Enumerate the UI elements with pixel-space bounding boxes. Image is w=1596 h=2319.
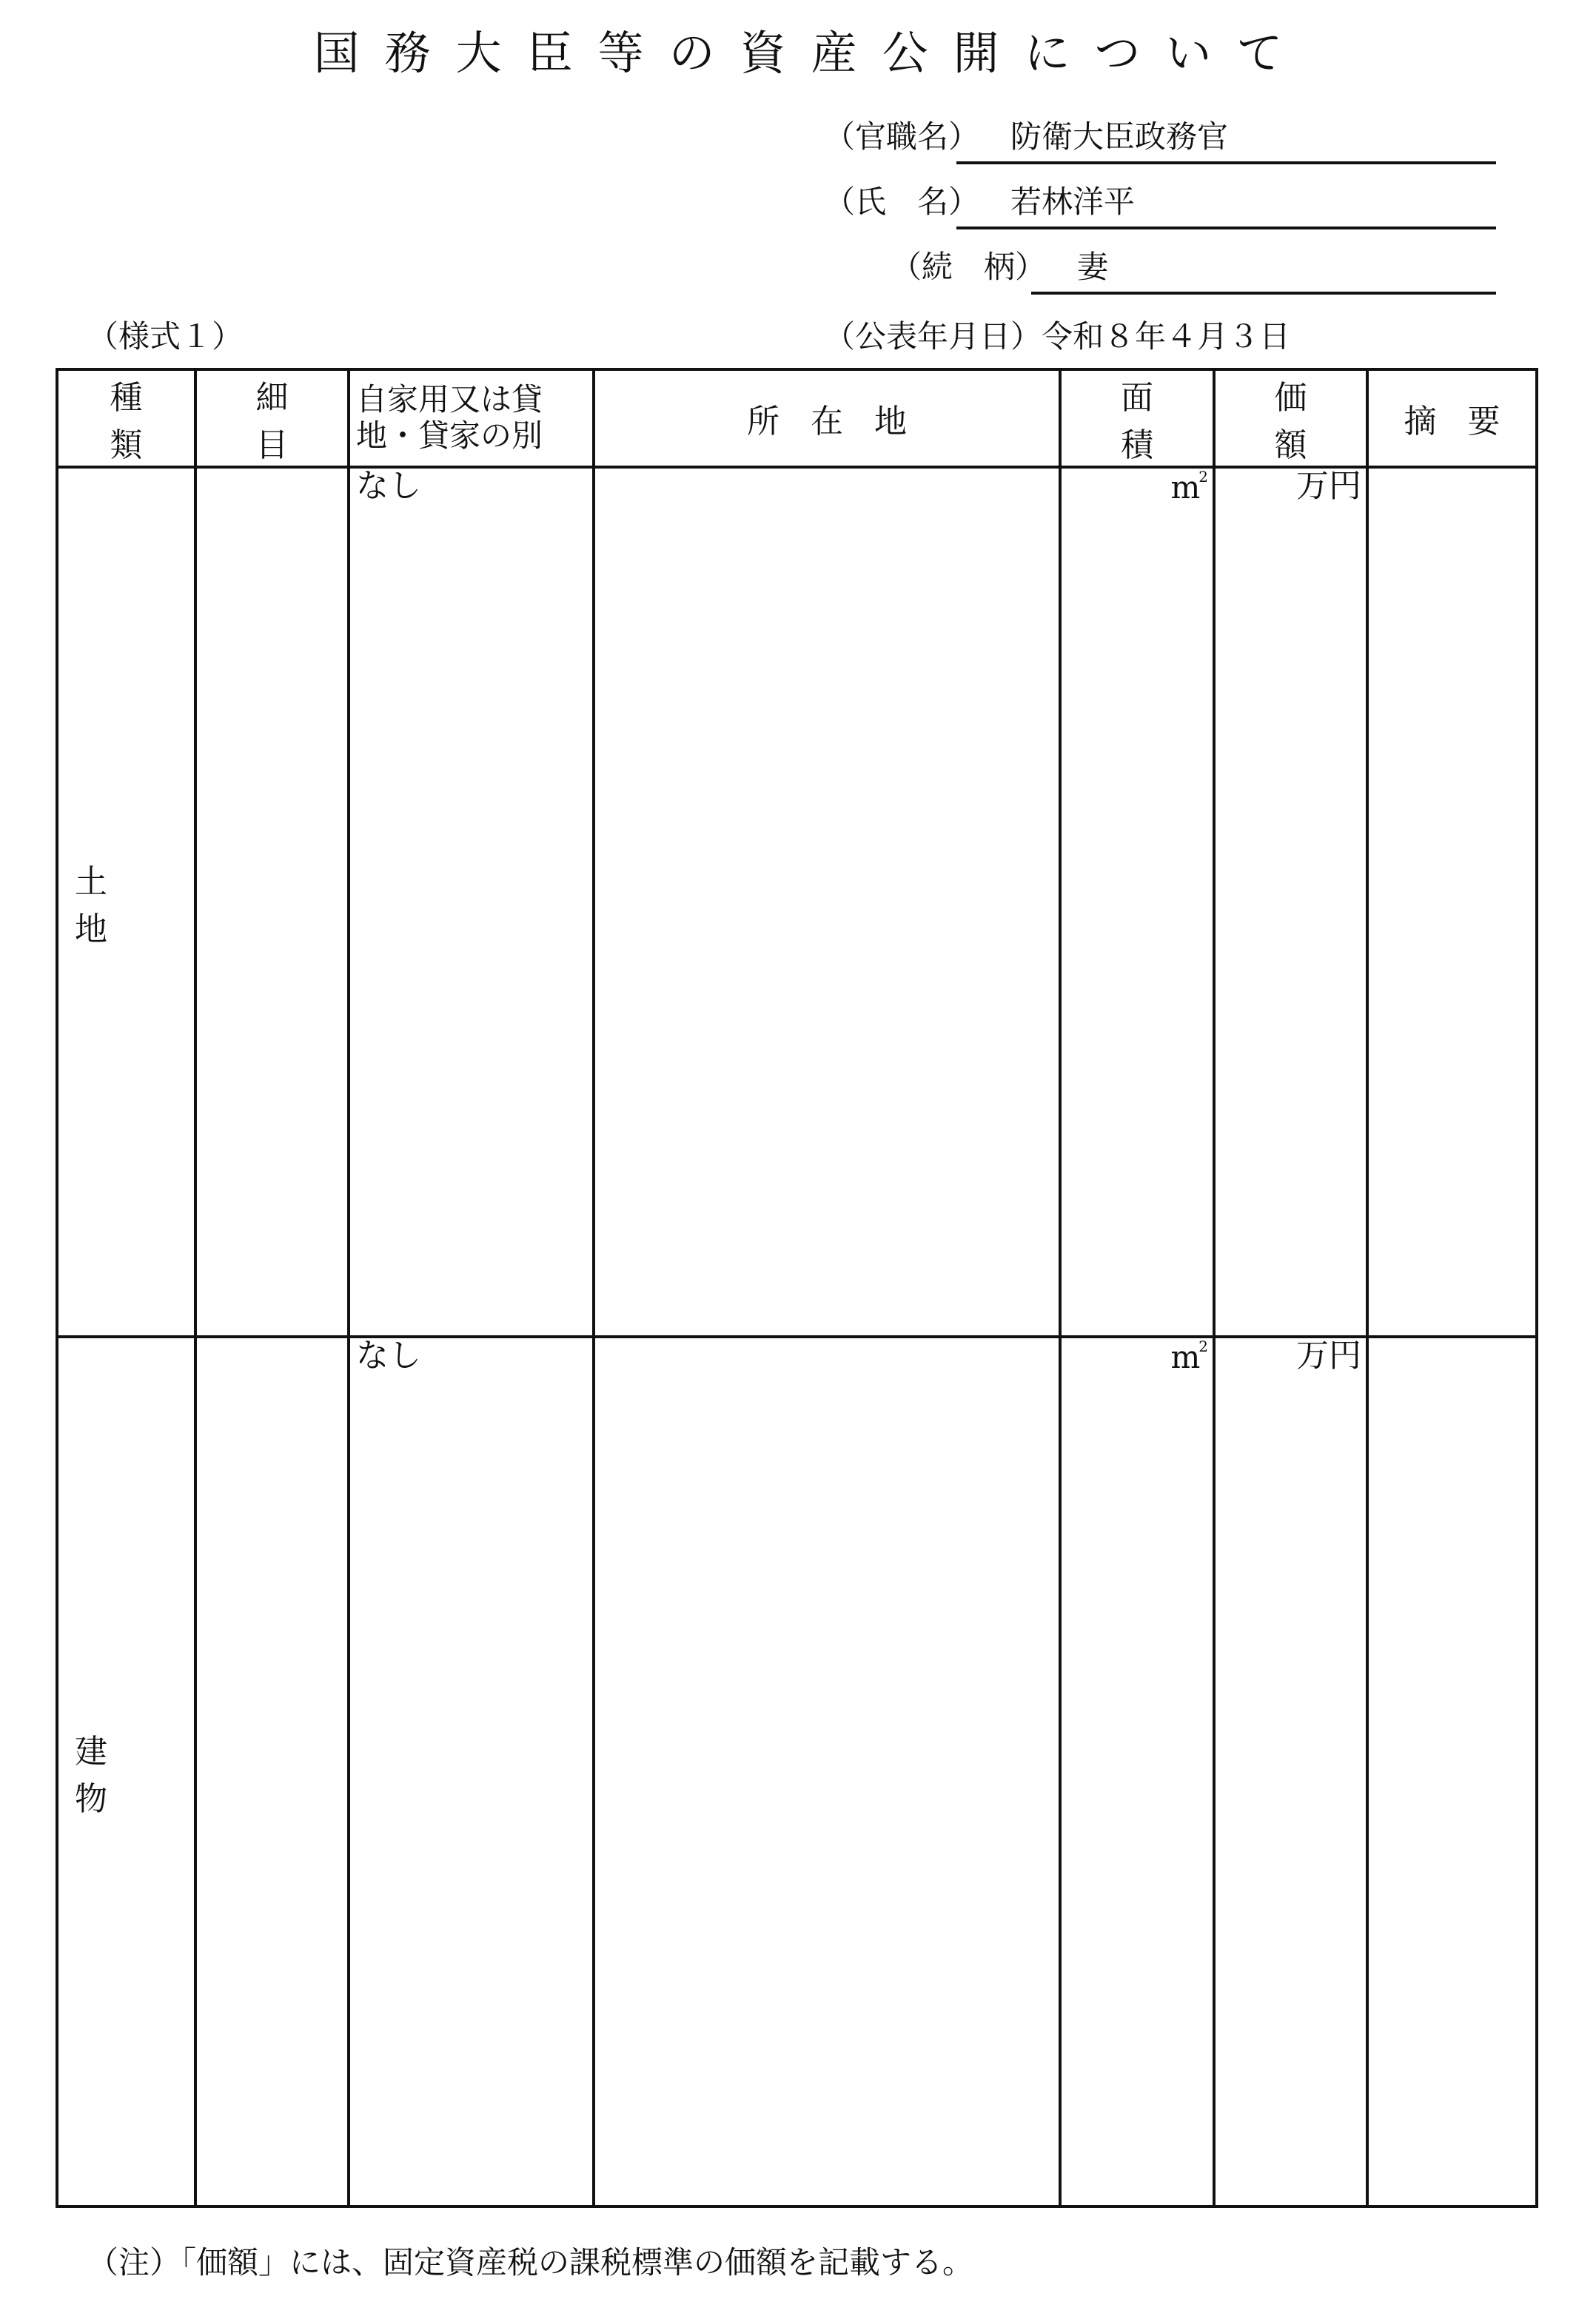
header-area: 面積 (1060, 369, 1214, 467)
name-underline (956, 226, 1496, 229)
footnote: （注）「価額」には、固定資産税の課税標準の価額を記載する。 (87, 2244, 974, 2281)
form-number: （様式１） (87, 318, 244, 355)
table-row (57, 467, 1537, 1337)
table-header-row (57, 369, 1537, 467)
row-detail (195, 1337, 349, 2206)
row-remarks (1367, 467, 1537, 1337)
row-detail (195, 467, 349, 1337)
row-use: なし (349, 1337, 594, 2206)
relation-underline (1031, 292, 1496, 295)
row-kind: 土地 (57, 467, 195, 1337)
value-unit: 万円 (1296, 467, 1361, 505)
row-location (594, 1337, 1060, 2206)
header-use-line1: 自家用又は貸 (356, 381, 543, 418)
position-underline (956, 161, 1496, 164)
name-label: （氏 名） (824, 184, 980, 220)
publication-date-value: 令和８年４月３日 (1042, 318, 1291, 355)
row-area (1060, 467, 1214, 1337)
header-detail: 細目 (195, 369, 349, 467)
header-value: 価額 (1214, 369, 1367, 467)
row-use: なし (349, 467, 594, 1337)
header-remarks: 摘要 (1367, 369, 1537, 467)
publication-date (824, 312, 1290, 357)
position-label: （官職名） (824, 118, 980, 155)
relation-label: （続 柄） (891, 249, 1047, 285)
name-value: 若林洋平 (1010, 184, 1136, 220)
row-location (594, 467, 1060, 1337)
document-title: 国務大臣等の資産公開について (313, 26, 1308, 80)
row-value (1214, 467, 1367, 1337)
publication-date-label: （公表年月日） (824, 318, 1042, 355)
header-use-line2: 地・貸家の別 (356, 417, 543, 454)
area-unit: $m^2$ (1170, 1338, 1208, 1375)
row-remarks (1367, 1337, 1537, 2206)
header-use (349, 369, 594, 467)
header-location: 所在地 (594, 369, 1060, 467)
value-unit: 万円 (1296, 1337, 1361, 1375)
row-area (1060, 1337, 1214, 2206)
table-row (57, 1337, 1537, 2206)
header-kind: 種類 (57, 369, 195, 467)
row-value (1214, 1337, 1367, 2206)
row-kind: 建物 (57, 1337, 195, 2206)
relation-value: 妻 (1077, 249, 1109, 285)
asset-table (56, 368, 1538, 2208)
position-value: 防衛大臣政務官 (1010, 118, 1229, 155)
area-unit: $m^2$ (1170, 468, 1208, 506)
